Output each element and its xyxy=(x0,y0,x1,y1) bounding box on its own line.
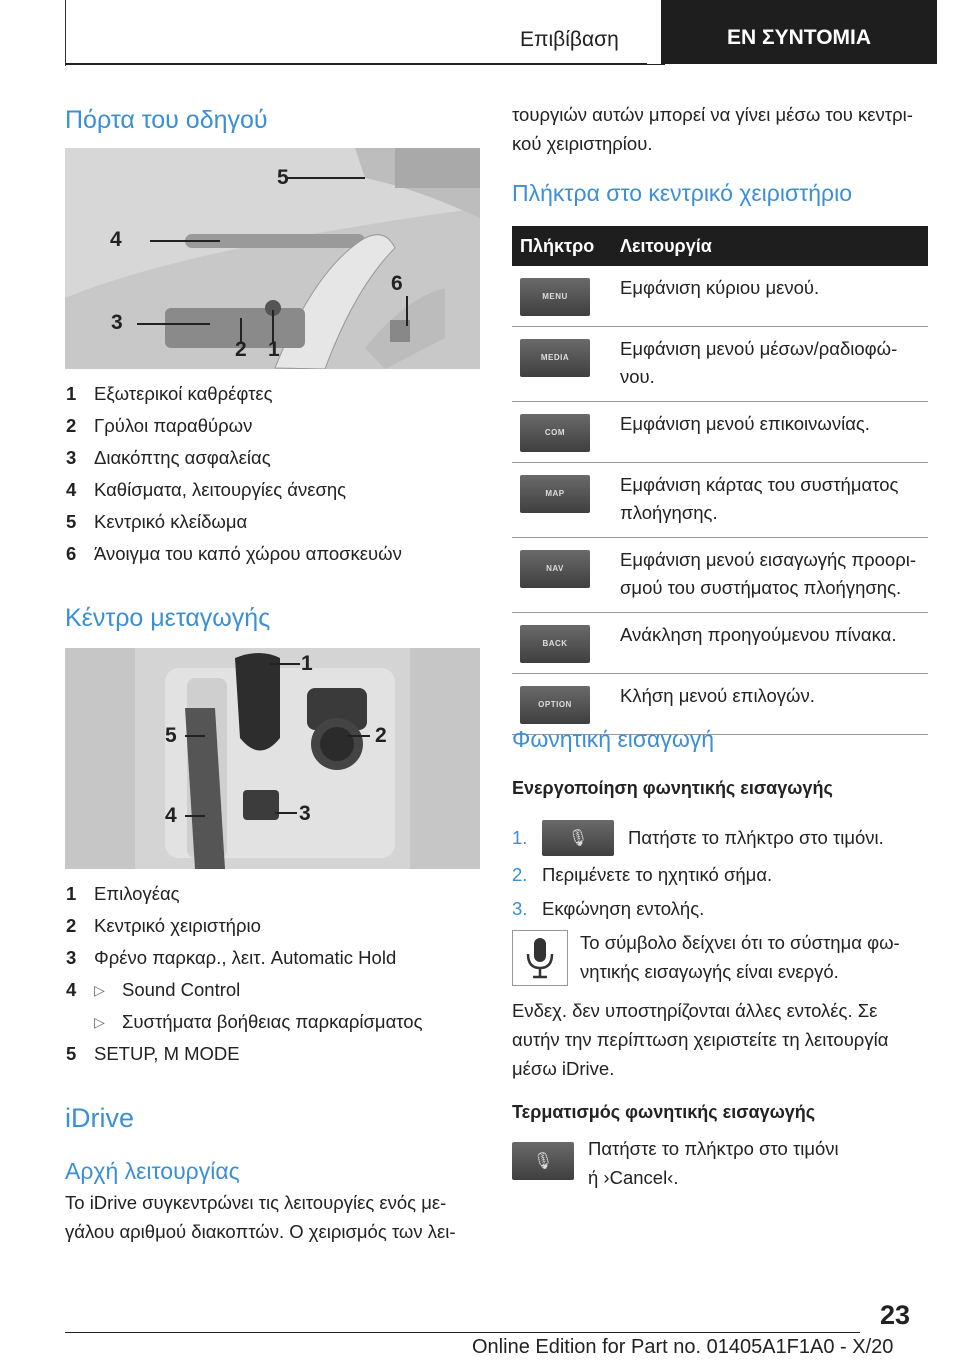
com-key-icon: COM xyxy=(520,414,590,452)
idrive-paragraph: Το iDrive συγκεντρώνει τις λειτουργίες ενός με- γάλου αριθμού διακοπτών. Ο χειρισμός των λει- xyxy=(65,1192,456,1242)
map-key-icon: MAP xyxy=(520,475,590,513)
table-row: COM Εμφάνιση μενού επικοινωνίας. xyxy=(512,402,928,463)
driver-door-legend xyxy=(66,378,486,570)
keys-heading: Πλήκτρα στο κεντρικό χειριστήριο xyxy=(512,180,853,206)
section-tab[interactable]: ΕΝ ΣΥΝΤΟΜΙΑ xyxy=(661,0,937,64)
legend-subitem: ▷ Συστήματα βοήθειας παρκαρίσματος xyxy=(94,1011,423,1032)
voice-symbol-note: Το σύμβολο δείχνει ότι το σύστημα φω- νητικής εισαγωγής είναι ενεργό. xyxy=(580,932,900,982)
list-item: 1. 🎙 Πατήστε το πλήκτρο στο τιμόνι. xyxy=(512,818,928,858)
callout-1: 1 xyxy=(268,338,280,361)
voice-end-heading: Τερματισμός φωνητικής εισαγωγής xyxy=(512,1102,816,1122)
legend-item: 5 Κεντρικό κλείδωμα xyxy=(66,511,248,532)
legend-item: 4 Καθίσματα, λειτουργίες άνεσης xyxy=(66,479,347,500)
console-image xyxy=(65,648,480,869)
legend-item: 4 ▷ Sound Control xyxy=(66,979,241,1000)
legend-item: 5 SETUP, M MODE xyxy=(66,1043,240,1064)
col-key: Πλήκτρο xyxy=(512,226,612,266)
driver-door-image xyxy=(65,148,480,369)
table-row: NAV Εμφάνιση μενού εισαγωγής προορι- σμού του συστήματος πλοήγησης. xyxy=(512,538,928,613)
legend-item: 2 Κεντρικό χειριστήριο xyxy=(66,915,261,936)
table-row: BACK Ανάκληση προηγούμενου πίνακα. xyxy=(512,613,928,674)
legend-item: 1 Επιλογέας xyxy=(66,883,180,904)
col-function: Λειτουργία xyxy=(612,226,928,266)
chapter-tab[interactable]: Επιβίβαση xyxy=(520,28,619,51)
page-header xyxy=(0,0,960,66)
microphone-icon: 🎙 xyxy=(512,1142,574,1180)
menu-key-icon: MENU xyxy=(520,278,590,316)
list-item: 3. Εκφώνηση εντολής. xyxy=(512,898,705,919)
media-key-icon: MEDIA xyxy=(520,339,590,377)
option-key-icon: OPTION xyxy=(520,686,590,724)
table-row: MENU Εμφάνιση κύριου μενού. xyxy=(512,266,928,327)
triangle-icon: ▷ xyxy=(94,1013,105,1030)
console-legend xyxy=(66,878,486,1070)
page-number: 23 xyxy=(880,1300,911,1330)
callout-3: 3 xyxy=(299,802,311,825)
idrive-heading: iDrive xyxy=(65,1103,135,1133)
triangle-icon: ▷ xyxy=(94,981,105,998)
idrive-subheading: Αρχή λειτουργίας xyxy=(65,1158,240,1184)
legend-item: 2 Γρύλοι παραθύρων xyxy=(66,415,253,436)
footer-edition: Online Edition for Part no. 01405A1F1A0 - X/20 xyxy=(472,1336,894,1358)
back-key-icon: BACK xyxy=(520,625,590,663)
callout-6: 6 xyxy=(391,272,403,295)
nav-key-icon: NAV xyxy=(520,550,590,588)
microphone-icon: 🎙 xyxy=(542,820,614,856)
table-row: MAP Εμφάνιση κάρτας του συστήματος πλοήγησης. xyxy=(512,463,928,538)
table-row: OPTION Κλήση μενού επιλογών. xyxy=(512,674,928,735)
voice-steps xyxy=(512,818,928,926)
footer-rule xyxy=(65,1332,860,1333)
callout-1: 1 xyxy=(301,652,313,675)
voice-activate-heading: Ενεργοποίηση φωνητικής εισαγωγής xyxy=(512,778,833,798)
legend-item: 3 Διακόπτης ασφαλείας xyxy=(66,447,271,468)
table-row: MEDIA Εμφάνιση μενού μέσων/ραδιοφώ- νου. xyxy=(512,327,928,402)
callout-2: 2 xyxy=(375,724,387,747)
callout-3: 3 xyxy=(111,311,123,334)
voice-heading: Φωνητική εισαγωγή xyxy=(512,726,715,752)
console-heading: Κέντρο μεταγωγής xyxy=(65,604,271,632)
driver-door-heading: Πόρτα του οδηγού xyxy=(65,106,268,134)
callout-5: 5 xyxy=(277,166,289,189)
callout-4: 4 xyxy=(110,228,122,251)
idrive-paragraph-cont: τουργιών αυτών μπορεί να γίνει μέσω του κεντρι- κού χειριστηρίου. xyxy=(512,104,913,154)
legend-item: 3 Φρένο παρκαρ., λειτ. Automatic Hold xyxy=(66,947,397,968)
callout-2: 2 xyxy=(235,338,247,361)
callout-5: 5 xyxy=(165,724,177,747)
legend-item: 6 Άνοιγμα του καπό χώρου αποσκευών xyxy=(66,543,402,564)
voice-paragraph: Ενδεχ. δεν υποστηρίζονται άλλες εντολές. Σε αυτήν την περίπτωση χειριστείτε τη λειτουργία μέσω iDrive. xyxy=(512,1000,889,1079)
keys-table xyxy=(512,226,928,735)
list-item: 2. Περιμένετε το ηχητικό σήμα. xyxy=(512,864,773,885)
voice-end-text: Πατήστε το πλήκτρο στο τιμόνι ή ›Cancel‹. xyxy=(588,1138,839,1188)
voice-active-icon xyxy=(512,930,568,986)
legend-item: 1 Εξωτερικοί καθρέφτες xyxy=(66,383,273,404)
callout-4: 4 xyxy=(165,804,177,827)
